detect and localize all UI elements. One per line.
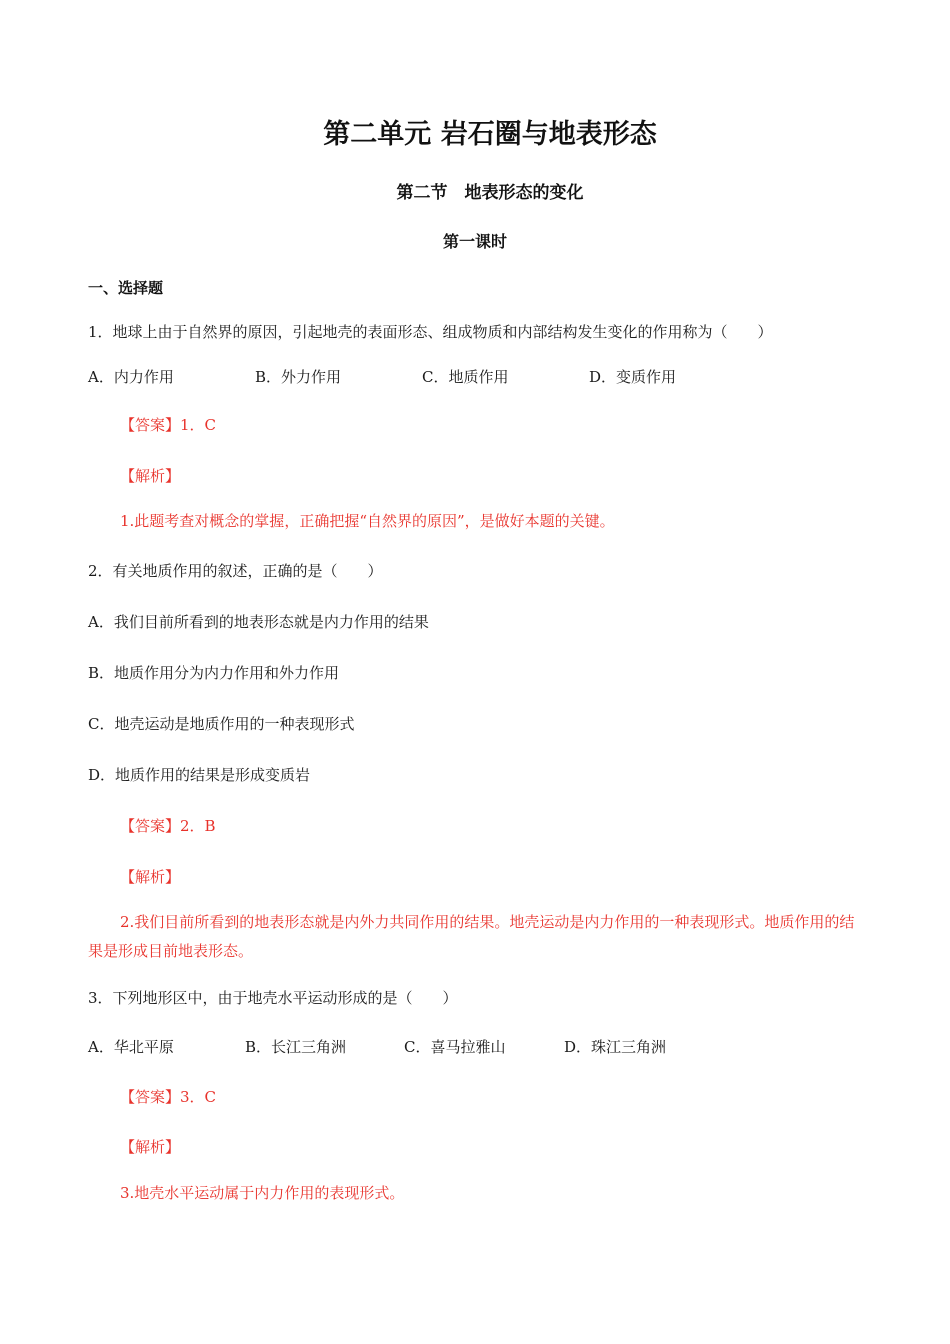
question-2-option-a: A．我们目前所看到的地表形态就是内力作用的结果 (88, 613, 429, 631)
question-3-analysis-label: 【解析】 (120, 1138, 181, 1156)
question-1-option-a: A．内力作用 (88, 368, 174, 386)
page-title: 第二单元 岩石圈与地表形态 (323, 119, 657, 150)
question-3-option-d: D．珠江三角洲 (564, 1038, 667, 1056)
section-heading: 一、选择题 (88, 279, 164, 297)
question-2-option-c: C．地壳运动是地质作用的一种表现形式 (88, 715, 355, 733)
question-1-analysis-label: 【解析】 (120, 467, 181, 485)
question-2-answer: 【答案】2．B (120, 817, 216, 835)
section-subtitle: 第二节 地表形态的变化 (396, 183, 584, 203)
question-3-stem: 3．下列地形区中，由于地壳水平运动形成的是（ ） (88, 989, 458, 1007)
question-1-analysis: 1.此题考查对概念的掌握，正确把握“自然界的原因”，是做好本题的关键。 (120, 512, 615, 530)
question-3-option-c: C．喜马拉雅山 (404, 1038, 506, 1056)
lesson-label: 第一课时 (442, 232, 507, 251)
question-3-option-b: B．长江三角洲 (245, 1038, 347, 1056)
question-3-answer: 【答案】3．C (120, 1088, 217, 1106)
question-2-analysis-label: 【解析】 (120, 868, 181, 886)
question-1-option-d: D．变质作用 (589, 368, 677, 386)
question-2-analysis: 2.我们目前所看到的地表形态就是内外力共同作用的结果。地壳运动是内力作用的一种表现形式。地质作用的结果是形成目前地表形态。 (88, 913, 855, 960)
question-2-option-b: B．地质作用分为内力作用和外力作用 (88, 664, 340, 682)
question-2-stem: 2．有关地质作用的叙述，正确的是（ ） (88, 562, 383, 580)
question-1-answer: 【答案】1．C (120, 416, 217, 434)
question-2-option-d: D．地质作用的结果是形成变质岩 (88, 766, 311, 784)
question-1-stem: 1．地球上由于自然界的原因，引起地壳的表面形态、组成物质和内部结构发生变化的作用称为（ ） (88, 323, 773, 341)
question-3-option-a: A．华北平原 (88, 1038, 174, 1056)
question-1-option-b: B．外力作用 (255, 368, 342, 386)
question-3-analysis: 3.地壳水平运动属于内力作用的表现形式。 (120, 1184, 405, 1202)
question-1-option-c: C．地质作用 (422, 368, 509, 386)
